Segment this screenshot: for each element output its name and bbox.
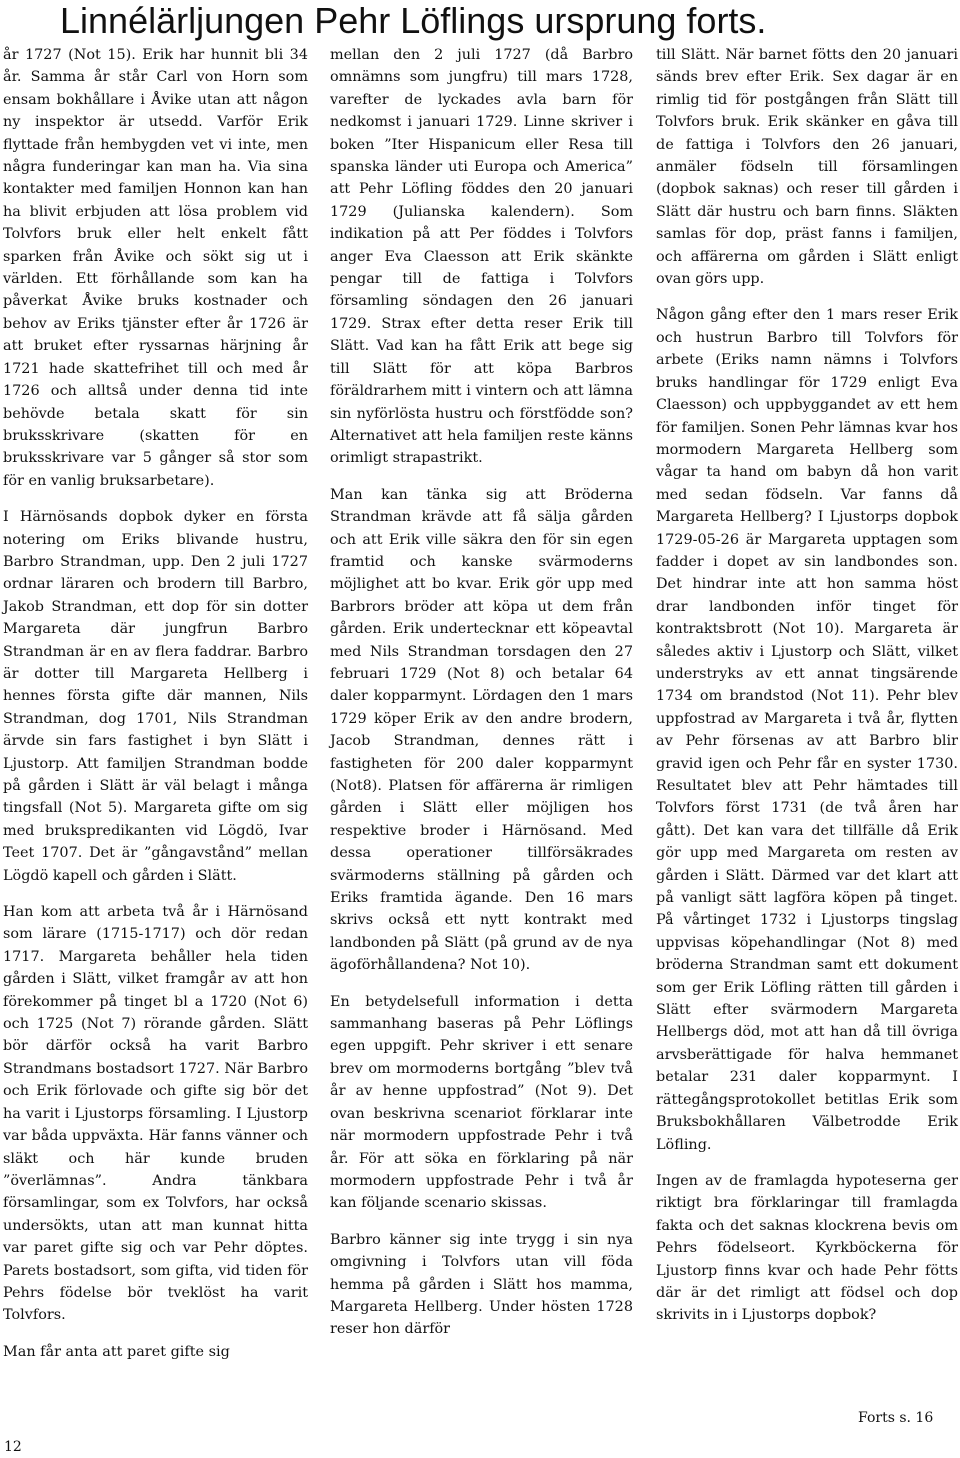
paragraph: En betydelsefull information i detta sammanhang baseras på Pehr Löflings egen uppgift. Pehr skriver i ett senare brev om mormoderns bortgång ”blev två år av henne uppfostrad” (Not 9). Det ovan beskrivna scenariot förklarar inte när mormodern uppfostrade Pehr i två år. För att söka en förklaring på när mormodern uppfostrade Pehr i två år kan följande scenario skissas.	[330, 993, 633, 1212]
text-column-2	[330, 44, 633, 1355]
paragraph: år 1727 (Not 15). Erik har hunnit bli 34 år. Samma år står Carl von Horn som ensam bokhållare i Åvike utan att någon ny inspektor är utsedd. Varför Erik flyttade från hembygden vet vi inte, men några funderingar kan man ha. Via sina kontakter med familjen Honnon kan han ha blivit erbjuden att lösa problem vid Tolvfors bruk eller helt enkelt fått sparken från Åvike och sökt sig ut i världen. Ett förhållande som kan ha påverkat Åvike bruks kostnader och behov av Eriks tjänster efter år 1726 är att bruket efter ryssarnas härjning år 1721 hade skattefrihet till och med år 1726 och alltså under denna tid inte behövde betala skatt för sin bruksskrivare (skatten för en bruksskrivare var 5 gånger så stor som för en vanlig bruksarbetare).	[3, 47, 308, 489]
text-column-3	[656, 44, 958, 1341]
paragraph: Han kom att arbeta två år i Härnösand som lärare (1715-1717) och dör redan 1717. Margareta behåller hela tiden gården i Slätt, vilket framgår av att hon förekommer på tinget bl a 1720 (Not 6) och 1725 (Not 7) rörande gården. Slätt bör därför också ha varit Barbro Strandmans bostadsort 1727. När Barbro och Erik förlovade och gifte sig bör det ha varit i Ljustorps församling. I Ljustorp var båda uppväxta. Här fanns vänner och släkt och här kunde bruden ”överlämnas”. Andra tänkbara församlingar, som ex Tolvfors, har också undersökts, utan att man kunnat hitta var paret gifte sig och var Pehr döptes. Parets bostadsort, som gifta, vid tiden för Pehrs födelse bör tveklöst ha varit Tolvfors.	[3, 904, 308, 1324]
text-column-1	[3, 44, 308, 1377]
paragraph: Ingen av de framlagda hypoteserna ger riktigt bra förklaringar till framlagda fakta och det saknas klockrena bevis om Pehrs födelseort. Kyrkböckerna för Ljustorp finns kvar och hade Pehr fötts där är det rimligt att födsel och dop skrivits in i Ljustorps dopbok?	[656, 1172, 958, 1324]
continued-note: Forts s. 16	[858, 1410, 934, 1426]
page-number: 12	[4, 1439, 22, 1455]
paragraph: I Härnösands dopbok dyker en första notering om Eriks blivande hustru, Barbro Strandman, upp. Den 2 juli 1727 ordnar läraren och brodern till Barbro, Jakob Strandman, ett dop för sin dotter Margareta där jungfrun Barbro Strandman är en av flera faddrar. Barbro är dotter till Margareta Hellberg i hennes första gifte där mannen, Nils Strandman, dog 1701, Nils Strandman ärvde sin fars fastighet i byn Slätt i Ljustorp. Att familjen Strandman bodde på gården i Slätt är väl belagt i många tingsfall (Not 5). Margareta gifte om sig med brukspredikanten vid Lögdö, Ivar Teet 1707. Det är ”gångavstånd” mellan Lögdö kapell och gården i Slätt.	[3, 509, 308, 884]
paragraph: mellan den 2 juli 1727 (då Barbro omnämns som jungfru) till mars 1728, varefter de lyckades avla barn för nedkomst i januari 1729. Linne skriver i boken ”Iter Hispanicum eller Resa till spanska länder uti Europa och America” att Pehr Löfling föddes den 20 januari 1729 (Julianska kalendern). Som indikation på att Per föddes i Tolvfors anger Eva Claesson att Erik skänkte pengar till de fattiga i Tolvfors församling söndagen den 26 januari 1729. Strax efter detta reser Erik till Slätt. Vad kan ha fått Erik att bege sig till Slätt för att köpa Barbros föräldrarhem mitt i vintern och att lämna sin nyförlösta hustru och förstfödde son? Alternativet att hela familjen reste känns orimligt strapastrikt.	[330, 47, 633, 467]
paragraph: Någon gång efter den 1 mars reser Erik och hustrun Barbro till Tolvfors för arbete (Eriks namn nämns i Tolvfors bruks handlingar för 1729 enligt Eva Claesson) och uppbyggandet av ett hem för familjen. Sonen Pehr lämnas kvar hos mormodern Margareta Hellberg som vågar ta hand om babyn då hon varit med sedan födseln. Var fanns då Margareta Hellberg? I Ljustorps dopbok 1729-05-26 är Margareta upptagen som fadder i dopet av sin landbondes son. Det hindrar inte att hon samma höst drar landbonden inför tinget för kontraktsbrott (Not 10). Margareta är således aktiv i Ljustorp och Slätt, vilket understryks av ett annat tingsärende 1734 om brandstod (Not 11). Pehr blev uppfostrad av Margareta i två år, flytten av Pehr försenas av att Barbro blir gravid igen och Pehr får en syster 1730. Resultatet blev att Pehr hämtades till Tolvfors först 1731 (de två åren har gått). Det kan vara det tillfälle då Erik gör upp med Margareta om resten av gården i Slätt. Därmed var det klart att på vanligt sätt lagföra köpen på tinget. På vårtinget 1732 i Ljustorps tingslag uppvisas köpehandlingar (Not 8) med bröderna Strandman samt ett dokument som ger Erik Löfling rätten till gården i Slätt efter svärmodern Margareta Hellbergs död, mot att han då till övriga arvsberättigade för halva hemmanet betalar 231 daler kopparmynt. I rättegångsprotokollet betitlas Erik som Bruksbokhållaren Välbetrodde Erik Löfling.	[656, 307, 958, 1153]
page-title: Linnélärljungen Pehr Löflings ursprung forts.	[60, 0, 767, 41]
paragraph: till Slätt. När barnet fötts den 20 januari sänds brev efter Erik. Sex dagar är en rimlig tid för postgången från Slätt till Tolvfors bruk. Erik skänker en gåva till de fattiga i Tolvfors den 26 januari, anmäler födseln till församlingen (dopbok saknas) och reser till gården i Slätt där hustru och barn finns. Släkten samlas för dop, präst fanns i familjen, och affärerna om gården i Slätt enligt ovan görs upp.	[656, 47, 958, 288]
paragraph: Man får anta att paret gifte sig	[3, 1343, 230, 1360]
paragraph: Man kan tänka sig att Bröderna Strandman krävde att få sälja gården och att Erik ville säkra den för sin egen framtid och kanske svärmoderns möjlighet att bo kvar. Erik gör upp med Barbrors bröder att köpa ut dem från gården. Erik undertecknar ett köpeavtal med Nils Strandman torsdagen den 27 februari 1729 (Not 8) och betalar 64 daler kopparmynt. Lördagen den 1 mars 1729 köper Erik av den andre brodern, Jacob Strandman, dennes rätt i fastigheten för 200 daler kopparmynt (Not8). Platsen för affärerna är rimligen gården i Slätt eller möjligen hos respektive broder i Härnösand. Med dessa operationer tillförsäkrades svärmoderns ställning på gården och Eriks framtida ägande. Den 16 mars skrivs också ett nytt kontrakt med landbonden på Slätt (på grund av de nya ägoförhållandena? Not 10).	[330, 486, 633, 974]
paragraph: Barbro känner sig inte trygg i sin nya omgivning i Tolvfors utan vill föda hemma på gården i Slätt hos mamma, Margareta Hellberg. Under hösten 1728 reser hon därför	[330, 1231, 633, 1338]
